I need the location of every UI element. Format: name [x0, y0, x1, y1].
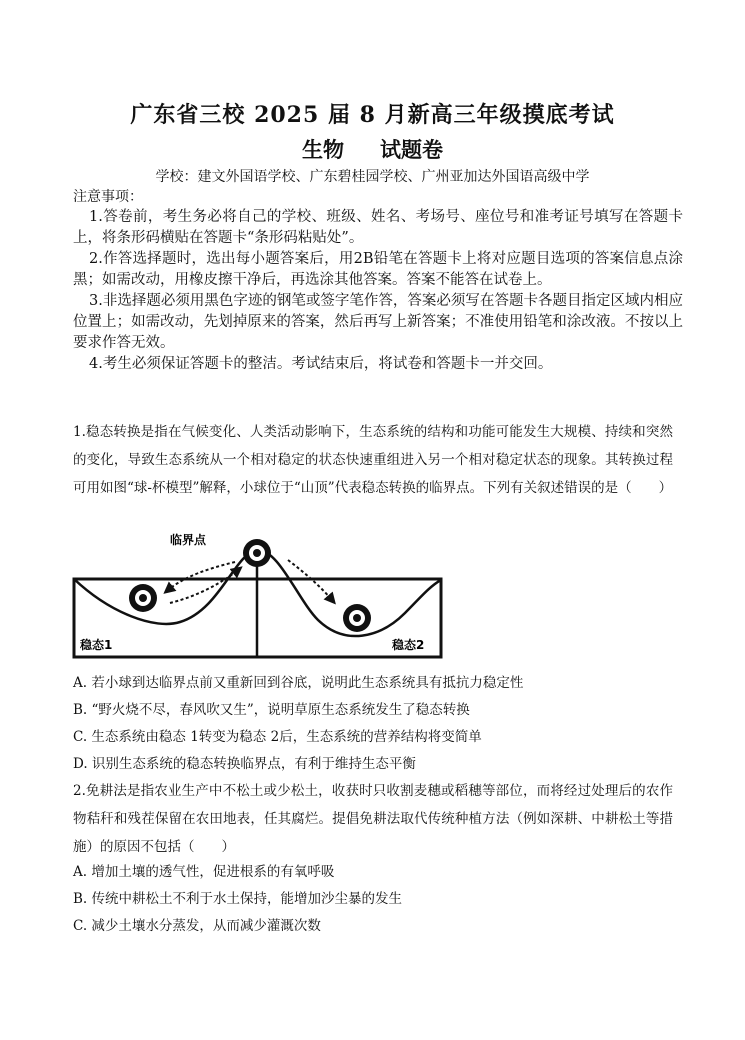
q1-option-c: C. 生态系统由稳态 1转变为稳态 2后，生态系统的营养结构将变简单	[73, 729, 482, 745]
q2-option-c: C. 减少土壤水分蒸发，从而减少灌溉次数	[73, 918, 321, 934]
notice-item-4: 4.考生必须保证答题卡的整洁。考试结束后，将试卷和答题卡一并交回。	[89, 356, 553, 372]
q1-option-a: A. 若小球到达临界点前又重新回到谷底，说明此生态系统具有抵抗力稳定性	[73, 675, 524, 691]
notice-item-3: 3.非选择题必须用黑色字迹的钢笔或签字笔作答，答案必须写在答题卡各题目指定区域内相应位置上；如需改动，先划掉原来的答案，然后再写上新答案；不准使用铅笔和涂改液。不按以上要求作答无效。	[73, 293, 683, 351]
notice-heading: 注意事项：	[73, 189, 143, 205]
schools-line: 学校：建文外国语学校、广东碧桂园学校、广州亚加达外国语高级中学	[155, 169, 590, 185]
ball-state1-icon	[129, 584, 157, 612]
critical-point-label: 临界点	[170, 533, 207, 547]
state2-label: 稳态2	[392, 638, 425, 652]
question-1-stem: 1.稳态转换是指在气候变化、人类活动影响下，生态系统的结构和功能可能发生大规模、持续和突然的变化，导致生态系统从一个相对稳定的状态快速重组进入另一个相对稳定状态的现象。其转换过程可用如图“球-杯模型”解释，小球位于“山顶”代表稳态转换的临界点。下列有关叙述错误的是（ ）	[73, 424, 673, 496]
ball-state2-icon	[343, 604, 371, 632]
arrow-up-icon	[170, 570, 238, 603]
notice-item-1: 1.答卷前，考生务必将自己的学校、班级、姓名、考场号、座位号和准考证号填写在答题卡上，将条形码横贴在答题卡“条形码粘贴处”。	[73, 209, 683, 246]
subject-label: 生物	[302, 137, 344, 162]
paper-label: 试题卷	[380, 137, 443, 162]
q1-option-b: B. “野火烧不尽，春风吹又生”，说明草原生态系统发生了稳态转换	[73, 702, 470, 718]
ball-cup-model-figure	[70, 528, 445, 660]
q2-option-a: A. 增加土壤的透气性，促进根系的有氧呼吸	[73, 864, 335, 880]
state1-label: 稳态1	[80, 638, 113, 652]
arrow-back-icon	[168, 562, 235, 590]
question-2-stem: 2.免耕法是指农业生产中不松土或少松土，收获时只收割麦穗或稻穗等部位，而将经过处理后的农作物秸秆和残茬保留在农田地表，任其腐烂。提倡免耕法取代传统种植方法（例如深耕、中耕松土等措施）的原因不包括（ ）	[73, 783, 673, 855]
exam-title: 广东省三校 2025 届 8 月新高三年级摸底考试	[130, 102, 615, 128]
q1-option-d: D. 识别生态系统的稳态转换临界点，有利于维持生态平衡	[73, 756, 416, 772]
notice-item-2: 2.作答选择题时，选出每小题答案后，用2B铅笔在答题卡上将对应题目选项的答案信息点涂黑；如需改动，用橡皮擦干净后，再选涂其他答案。答案不能答在试卷上。	[73, 251, 683, 288]
exam-subtitle	[0, 134, 745, 164]
ball-critical-icon	[243, 539, 271, 567]
q2-option-b: B. 传统中耕松土不利于水土保持，能增加沙尘暴的发生	[73, 891, 403, 907]
